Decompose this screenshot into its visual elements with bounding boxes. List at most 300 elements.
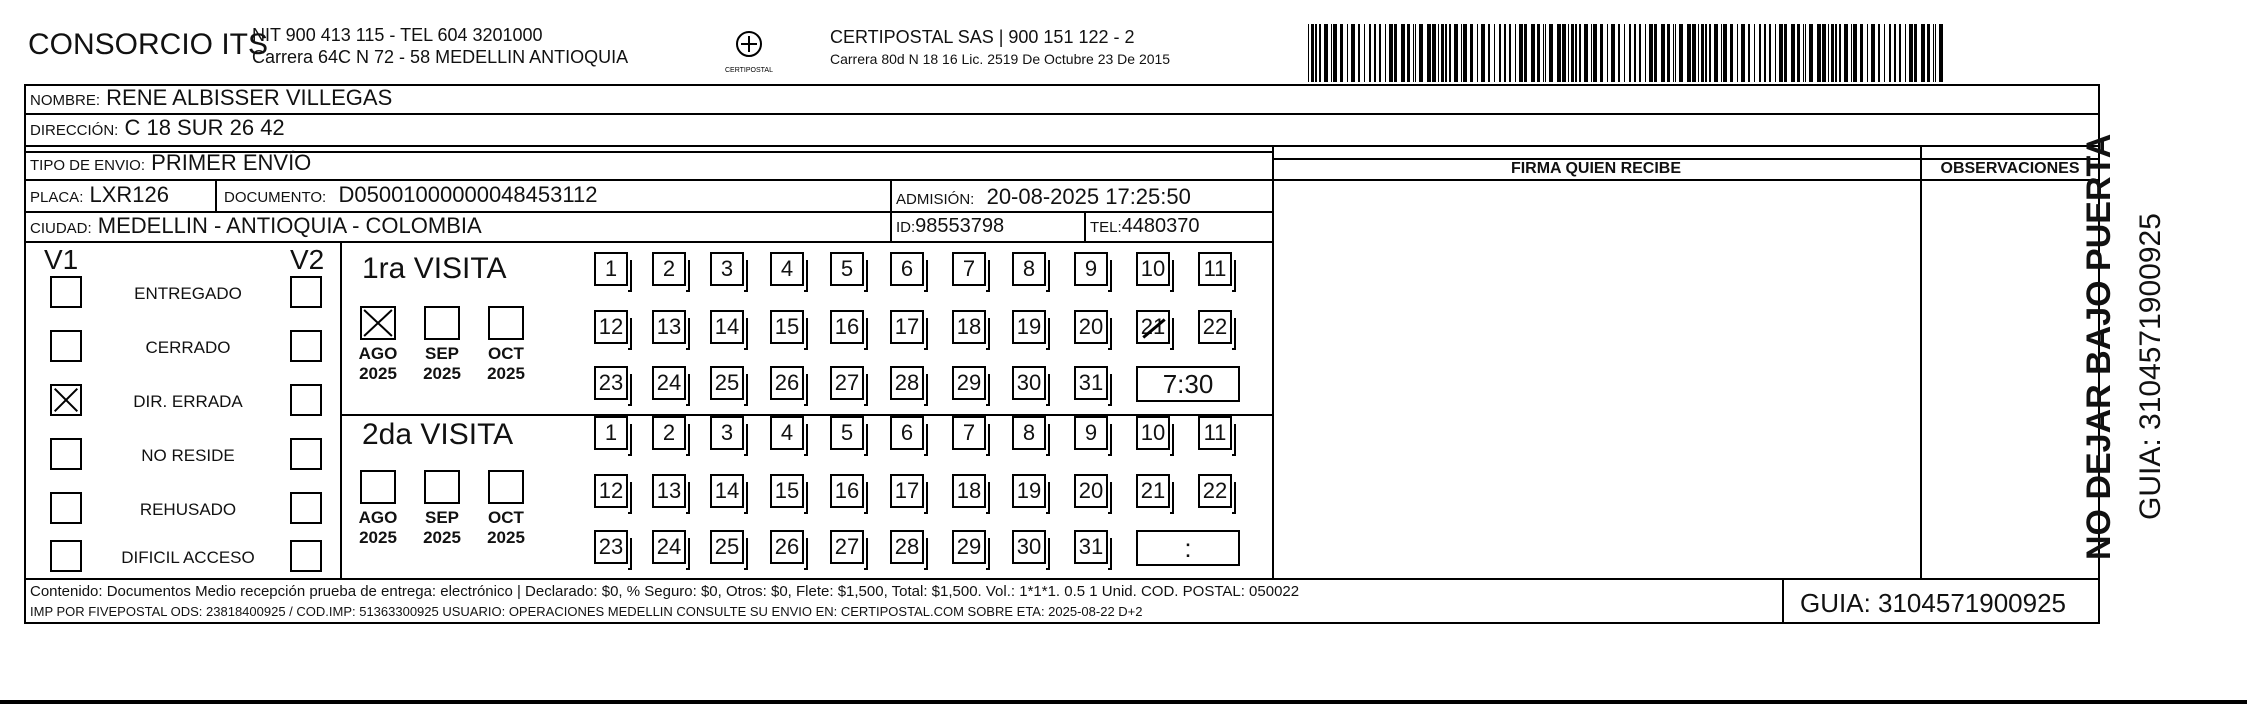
barcode-bar	[1927, 24, 1930, 82]
admision-value: 20-08-2025 17:25:50	[986, 184, 1191, 209]
barcode-bar	[1571, 24, 1574, 82]
barcode-bar	[1817, 24, 1821, 82]
v2-checkbox[interactable]	[290, 438, 322, 470]
visit1-day-box[interactable]	[710, 366, 744, 400]
visit2-day-box[interactable]	[1012, 416, 1046, 450]
day-number: 13	[656, 478, 682, 503]
barcode-bar	[1797, 24, 1800, 82]
day-number: 16	[834, 314, 860, 339]
barcode-bar	[1709, 24, 1711, 82]
status-label: NO RESIDE	[141, 446, 235, 465]
visit1-day-box[interactable]	[1012, 310, 1046, 344]
barcode-bar	[1537, 24, 1540, 82]
barcode-bar	[1369, 24, 1371, 82]
id-label: ID:	[896, 219, 916, 236]
barcode-bar	[1499, 24, 1501, 82]
visit2-day-box[interactable]	[1136, 416, 1170, 450]
visit1-day-box[interactable]	[652, 310, 686, 344]
direccion-label: DIRECCIÓN:	[30, 122, 119, 139]
visit1-day-box[interactable]	[652, 366, 686, 400]
barcode-bar	[1748, 24, 1750, 82]
day-number: 6	[900, 420, 914, 445]
barcode-bar	[1889, 24, 1891, 82]
barcode-bar	[1494, 24, 1495, 82]
visit2-day-box[interactable]	[652, 474, 686, 508]
status-label: DIFICIL ACCESO	[121, 548, 255, 567]
barcode-bar	[1351, 24, 1355, 82]
v2-checkbox[interactable]	[290, 330, 322, 362]
visit1-day-box[interactable]	[710, 252, 744, 286]
barcode-bar	[1415, 24, 1416, 82]
visit1-day-box[interactable]	[952, 252, 986, 286]
day-number: 29	[956, 370, 982, 395]
barcode-bar	[1379, 24, 1381, 82]
visit2-day-box[interactable]	[890, 530, 924, 564]
visit1-day-box[interactable]	[1198, 252, 1232, 286]
barcode-bar	[1737, 24, 1738, 82]
barcode-bar	[1347, 24, 1348, 82]
visit1-day-box[interactable]	[830, 252, 864, 286]
day-number: 3	[720, 256, 734, 281]
day-number: 22	[1202, 314, 1228, 339]
certipostal-logo	[720, 28, 778, 76]
day-number: 30	[1016, 370, 1042, 395]
admision-row	[896, 184, 1191, 210]
v1-checkbox[interactable]	[50, 540, 82, 572]
visit1-day-box[interactable]	[952, 366, 986, 400]
visit2-day-box[interactable]	[652, 530, 686, 564]
admision-label: ADMISIÓN:	[896, 191, 975, 208]
barcode-bar	[1661, 24, 1665, 82]
courier-address: Carrera 80d N 18 16 Lic. 2519 De Octubre 23 De 2015	[830, 51, 1171, 67]
barcode-bar	[1805, 24, 1806, 82]
visit1-day-box[interactable]	[652, 252, 686, 286]
barcode-bar	[1844, 24, 1848, 82]
barcode-bar	[1543, 24, 1544, 82]
visit1-month-checkbox[interactable]	[360, 306, 396, 340]
day-number: 2	[662, 256, 676, 281]
visit2-day-box[interactable]	[594, 416, 628, 450]
visit1-day-box[interactable]	[890, 366, 924, 400]
direccion-row	[30, 115, 285, 141]
day-number: 8	[1022, 256, 1036, 281]
barcode-bar	[1454, 24, 1458, 82]
day-number: 1	[604, 420, 618, 445]
company-name: CONSORCIO ITS	[28, 28, 269, 61]
visit2-title: 2da VISITA	[362, 418, 514, 451]
barcode-bar	[1809, 24, 1813, 82]
barcode-bar	[1899, 24, 1901, 82]
barcode-bar	[1692, 24, 1696, 82]
visit2-day-box[interactable]	[710, 474, 744, 508]
barcode-bar	[1385, 24, 1386, 82]
visit1-month-label	[350, 344, 406, 384]
placa-row	[30, 182, 169, 208]
v1-checkbox[interactable]	[50, 438, 82, 470]
barcode-bar	[1853, 24, 1857, 82]
visit2-day-box[interactable]	[770, 416, 804, 450]
visit2-day-box[interactable]	[890, 474, 924, 508]
barcode-bar	[1562, 24, 1566, 82]
status-label: DIR. ERRADA	[133, 392, 243, 411]
ciudad-label: CIUDAD:	[30, 220, 92, 237]
day-number: 21	[1140, 314, 1166, 339]
barcode-bar	[1311, 24, 1314, 82]
barcode-bar	[1839, 24, 1841, 82]
visit2-month-checkbox[interactable]	[424, 470, 460, 504]
visit2-month-checkbox[interactable]	[488, 470, 524, 504]
v2-checkbox[interactable]	[290, 492, 322, 524]
day-number: 20	[1078, 314, 1104, 339]
barcode-bar	[1407, 24, 1410, 82]
visit2-day-box[interactable]	[652, 416, 686, 450]
barcode-bar	[1618, 24, 1620, 82]
v1-checkbox[interactable]	[50, 492, 82, 524]
visit2-day-box[interactable]	[890, 416, 924, 450]
day-number: 10	[1140, 256, 1166, 281]
barcode-bar	[1515, 24, 1516, 82]
barcode-bar	[1701, 24, 1704, 82]
month-year: 2025	[487, 364, 525, 383]
visit1-day-box[interactable]	[770, 310, 804, 344]
day-number: 14	[714, 478, 740, 503]
visit1-day-box[interactable]	[1074, 252, 1108, 286]
visit1-day-box[interactable]	[830, 366, 864, 400]
tipo-row	[30, 150, 311, 176]
day-number: 8	[1022, 420, 1036, 445]
month-year: 2025	[487, 528, 525, 547]
barcode-bar	[1531, 24, 1535, 82]
barcode-bar	[1438, 24, 1439, 82]
visit1-time-field[interactable]: 7:30	[1136, 366, 1240, 402]
barcode-bar	[1624, 24, 1625, 82]
visit1-day-box[interactable]	[594, 366, 628, 400]
visit2-day-box[interactable]	[952, 474, 986, 508]
barcode-bar	[1851, 24, 1852, 82]
barcode-bar	[1675, 24, 1676, 82]
day-number: 26	[774, 534, 800, 559]
barcode-bar	[1413, 24, 1414, 82]
visit2-month-label	[478, 508, 534, 548]
barcode-bar	[1791, 24, 1795, 82]
id-value: 98553798	[915, 215, 1005, 237]
visit1-month-label	[414, 344, 470, 384]
day-number: 5	[840, 256, 854, 281]
barcode-bar	[1549, 24, 1553, 82]
placa-label: PLACA:	[30, 189, 84, 206]
placa-value: LXR126	[89, 182, 169, 207]
barcode-bar	[1730, 24, 1733, 82]
barcode-bar	[1828, 24, 1829, 82]
firma-header: FIRMA QUIEN RECIBE	[1510, 160, 1682, 177]
barcode-bar	[1921, 24, 1925, 82]
visit1-day-box[interactable]	[594, 310, 628, 344]
documento-label: DOCUMENTO:	[224, 189, 327, 206]
visit2-day-box[interactable]	[1074, 530, 1108, 564]
barcode-bar	[1432, 24, 1436, 82]
barcode-bar	[1427, 24, 1431, 82]
visit2-day-box[interactable]	[770, 530, 804, 564]
barcode-bar	[1831, 24, 1834, 82]
barcode-bar	[1754, 24, 1755, 82]
visit2-day-box[interactable]	[1198, 416, 1232, 450]
nombre-label: NOMBRE:	[30, 92, 101, 109]
day-number: 15	[774, 314, 800, 339]
day-number: 16	[834, 478, 860, 503]
v2-checkbox[interactable]	[290, 384, 322, 416]
barcode-bar	[1871, 24, 1875, 82]
barcode-bar	[1358, 24, 1360, 82]
day-number: 31	[1078, 370, 1104, 395]
barcode-bar	[1935, 24, 1936, 82]
month-name: SEP	[424, 508, 460, 527]
day-number: 10	[1140, 420, 1166, 445]
barcode-bar	[1374, 24, 1376, 82]
visit1-day-box[interactable]	[770, 252, 804, 286]
barcode-bar	[1607, 24, 1608, 82]
visit2-day-box[interactable]	[1074, 416, 1108, 450]
visit1-day-box[interactable]	[1136, 252, 1170, 286]
barcode-bar	[1591, 24, 1592, 82]
barcode-bar	[1449, 24, 1451, 82]
visit1-day-box[interactable]	[830, 310, 864, 344]
barcode-bar	[1593, 24, 1597, 82]
visit2-day-box[interactable]	[710, 530, 744, 564]
guia-number: GUIA: 3104571900925	[1800, 588, 2066, 618]
day-number: 26	[774, 370, 800, 395]
direccion-value: C 18 SUR 26 42	[124, 115, 285, 140]
barcode-bar	[1784, 24, 1787, 82]
barcode-bar	[1445, 24, 1447, 82]
visit1-day-box[interactable]	[1136, 310, 1170, 344]
barcode-bar	[1822, 24, 1826, 82]
visit1-day-box[interactable]	[1198, 310, 1232, 344]
day-number: 17	[894, 314, 920, 339]
visit2-day-box[interactable]	[1012, 530, 1046, 564]
visit1-title: 1ra VISITA	[362, 252, 507, 285]
barcode-bar	[1611, 24, 1615, 82]
barcode-bar	[1884, 24, 1885, 82]
barcode-bar	[1470, 24, 1473, 82]
visit2-month-label	[350, 508, 406, 548]
visit1-day-box[interactable]	[594, 252, 628, 286]
month-year: 2025	[359, 528, 397, 547]
visit2-day-box[interactable]	[1198, 474, 1232, 508]
barcode-bar	[1905, 24, 1906, 82]
visit1-month-checkbox[interactable]	[488, 306, 524, 340]
day-number: 29	[956, 534, 982, 559]
ciudad-row	[30, 213, 482, 239]
footer-contenido: Contenido: Documentos Medio recepción prueba de entrega: electrónico | Declarado: $0, % Seguro: $0, Otros: $0, Flete: $1,500, Total: $1,500. Vol.: 1*1*1. 0.5 1 Unid. COD. POSTAL: 050022	[30, 583, 1300, 600]
v2-checkbox[interactable]	[290, 540, 322, 572]
tel-value: 4480370	[1121, 215, 1200, 237]
day-number: 12	[598, 314, 624, 339]
v2-checkbox[interactable]	[290, 276, 322, 308]
visit2-day-box[interactable]	[830, 474, 864, 508]
barcode-bar	[1419, 24, 1423, 82]
v1-checkbox[interactable]	[50, 384, 82, 416]
visit2-time-field[interactable]: :	[1136, 530, 1240, 566]
barcode-bar	[1769, 24, 1771, 82]
logo-text: CERTIPOSTAL	[725, 67, 773, 74]
day-number: 22	[1202, 478, 1228, 503]
day-number: 25	[714, 534, 740, 559]
day-number: 31	[1078, 534, 1104, 559]
day-number: 11	[1203, 420, 1227, 445]
barcode-bar	[1509, 24, 1511, 82]
visit2-day-box[interactable]	[710, 416, 744, 450]
barcode-bar	[1364, 24, 1365, 82]
visit2-day-box[interactable]	[1136, 474, 1170, 508]
barcode-bar	[1939, 24, 1943, 82]
courier-info	[830, 26, 1170, 70]
visit2-day-box[interactable]	[770, 474, 804, 508]
visit1-day-box[interactable]	[1012, 252, 1046, 286]
visit2-day-box[interactable]	[594, 530, 628, 564]
visit1-day-box[interactable]	[1074, 310, 1108, 344]
company-nit: NIT 900 413 115 - TEL 604 3201000	[252, 25, 543, 45]
month-name: SEP	[424, 344, 460, 363]
barcode-bar	[1401, 24, 1405, 82]
barcode-bar	[1714, 24, 1718, 82]
barcode-bar	[1481, 24, 1485, 82]
barcode-bar	[1319, 24, 1321, 82]
barcode-bar	[1759, 24, 1761, 82]
day-number: 17	[894, 478, 920, 503]
visit1-day-box[interactable]	[710, 310, 744, 344]
day-number: 11	[1203, 256, 1227, 281]
day-number: 27	[834, 370, 860, 395]
v1-checkbox[interactable]	[50, 276, 82, 308]
barcode-bar	[1584, 24, 1588, 82]
barcode-bar	[1340, 24, 1343, 82]
barcode-bar	[1600, 24, 1603, 82]
nombre-value: RENE ALBISSER VILLEGAS	[106, 85, 393, 110]
ciudad-value: MEDELLIN - ANTIOQUIA - COLOMBIA	[97, 213, 482, 238]
company-address: Carrera 64C N 72 - 58 MEDELLIN ANTIOQUIA	[252, 47, 629, 67]
visit1-month-label	[478, 344, 534, 384]
barcode-bar	[1649, 24, 1653, 82]
day-number: 7	[962, 256, 976, 281]
status-label: CERRADO	[145, 338, 231, 357]
barcode-bar	[1441, 24, 1444, 82]
day-number: 6	[900, 256, 914, 281]
observaciones-header: OBSERVACIONES	[1940, 160, 2080, 177]
barcode-bar	[1634, 24, 1636, 82]
status-label: ENTREGADO	[134, 284, 242, 303]
barcode-bar	[1519, 24, 1523, 82]
documento-row	[224, 182, 597, 208]
tel-label: TEL:	[1090, 219, 1122, 236]
barcode-bar	[1933, 24, 1934, 82]
barcode-bar	[1835, 24, 1837, 82]
day-number: 21	[1140, 478, 1166, 503]
visit2-day-box[interactable]	[1012, 474, 1046, 508]
barcode-bar	[1679, 24, 1683, 82]
barcode-bar	[1331, 24, 1332, 82]
barcode-bar	[1860, 24, 1863, 82]
barcode-bar	[1894, 24, 1896, 82]
day-number: 9	[1084, 256, 1098, 281]
day-number: 4	[780, 420, 794, 445]
barcode-bar	[1705, 24, 1707, 82]
visit2-day-box[interactable]	[952, 530, 986, 564]
day-number: 5	[840, 420, 854, 445]
v1-header: V1	[44, 244, 79, 275]
day-number: 4	[780, 256, 794, 281]
barcode-bar	[1545, 24, 1546, 82]
barcode-bar	[1504, 24, 1506, 82]
day-number: 28	[894, 370, 920, 395]
day-number: 25	[714, 370, 740, 395]
visit1-day-box[interactable]	[770, 366, 804, 400]
barcode-bar	[1557, 24, 1561, 82]
day-number: 12	[598, 478, 624, 503]
visit1-day-box[interactable]	[952, 310, 986, 344]
barcode-bar	[1645, 24, 1646, 82]
v1-checkbox[interactable]	[50, 330, 82, 362]
day-number: 18	[956, 314, 982, 339]
barcode-bar	[1803, 24, 1804, 82]
visit2-month-checkbox[interactable]	[360, 470, 396, 504]
barcode-bar	[1909, 24, 1913, 82]
month-year: 2025	[423, 364, 461, 383]
visit1-day-box[interactable]	[1012, 366, 1046, 400]
barcode-bar	[1867, 24, 1868, 82]
barcode-bar	[1461, 24, 1462, 82]
day-number: 19	[1016, 314, 1042, 339]
barcode-bar	[1308, 24, 1309, 82]
visit2-day-box[interactable]	[830, 416, 864, 450]
id-row	[896, 215, 1004, 238]
barcode-bar	[1741, 24, 1745, 82]
status-label: REHUSADO	[139, 500, 237, 519]
barcode-bar	[1477, 24, 1478, 82]
day-number: 27	[834, 534, 860, 559]
barcode-bar	[1723, 24, 1727, 82]
courier-name: CERTIPOSTAL SAS | 900 151 122 - 2	[830, 27, 1135, 47]
day-number: 13	[656, 314, 682, 339]
visit2-day-box[interactable]	[1074, 474, 1108, 508]
visit2-day-box[interactable]	[952, 416, 986, 450]
day-number: 1	[604, 256, 618, 281]
month-name: AGO	[358, 508, 398, 527]
visit1-month-checkbox[interactable]	[424, 306, 460, 340]
barcode-bar	[1673, 24, 1674, 82]
barcode-bar	[1568, 24, 1569, 82]
nombre-row	[30, 85, 392, 111]
barcode-bar	[1333, 24, 1337, 82]
day-number: 18	[956, 478, 982, 503]
day-number: 14	[714, 314, 740, 339]
visit2-day-box[interactable]	[594, 474, 628, 508]
day-number: 3	[720, 420, 734, 445]
day-number: 2	[662, 420, 676, 445]
barcode-bar	[1394, 24, 1397, 82]
visit1-day-box[interactable]	[890, 252, 924, 286]
barcode-bar	[1779, 24, 1783, 82]
barcode-bar	[1629, 24, 1631, 82]
month-name: OCT	[488, 344, 524, 363]
tipo-value: PRIMER ENVÍO	[151, 150, 312, 175]
visit2-day-box[interactable]	[830, 530, 864, 564]
visit1-day-box[interactable]	[890, 310, 924, 344]
visit1-day-box[interactable]	[1074, 366, 1108, 400]
barcode-bar	[1775, 24, 1776, 82]
barcode-bar	[1654, 24, 1657, 82]
day-number: 19	[1016, 478, 1042, 503]
barcode-bar	[1698, 24, 1699, 82]
